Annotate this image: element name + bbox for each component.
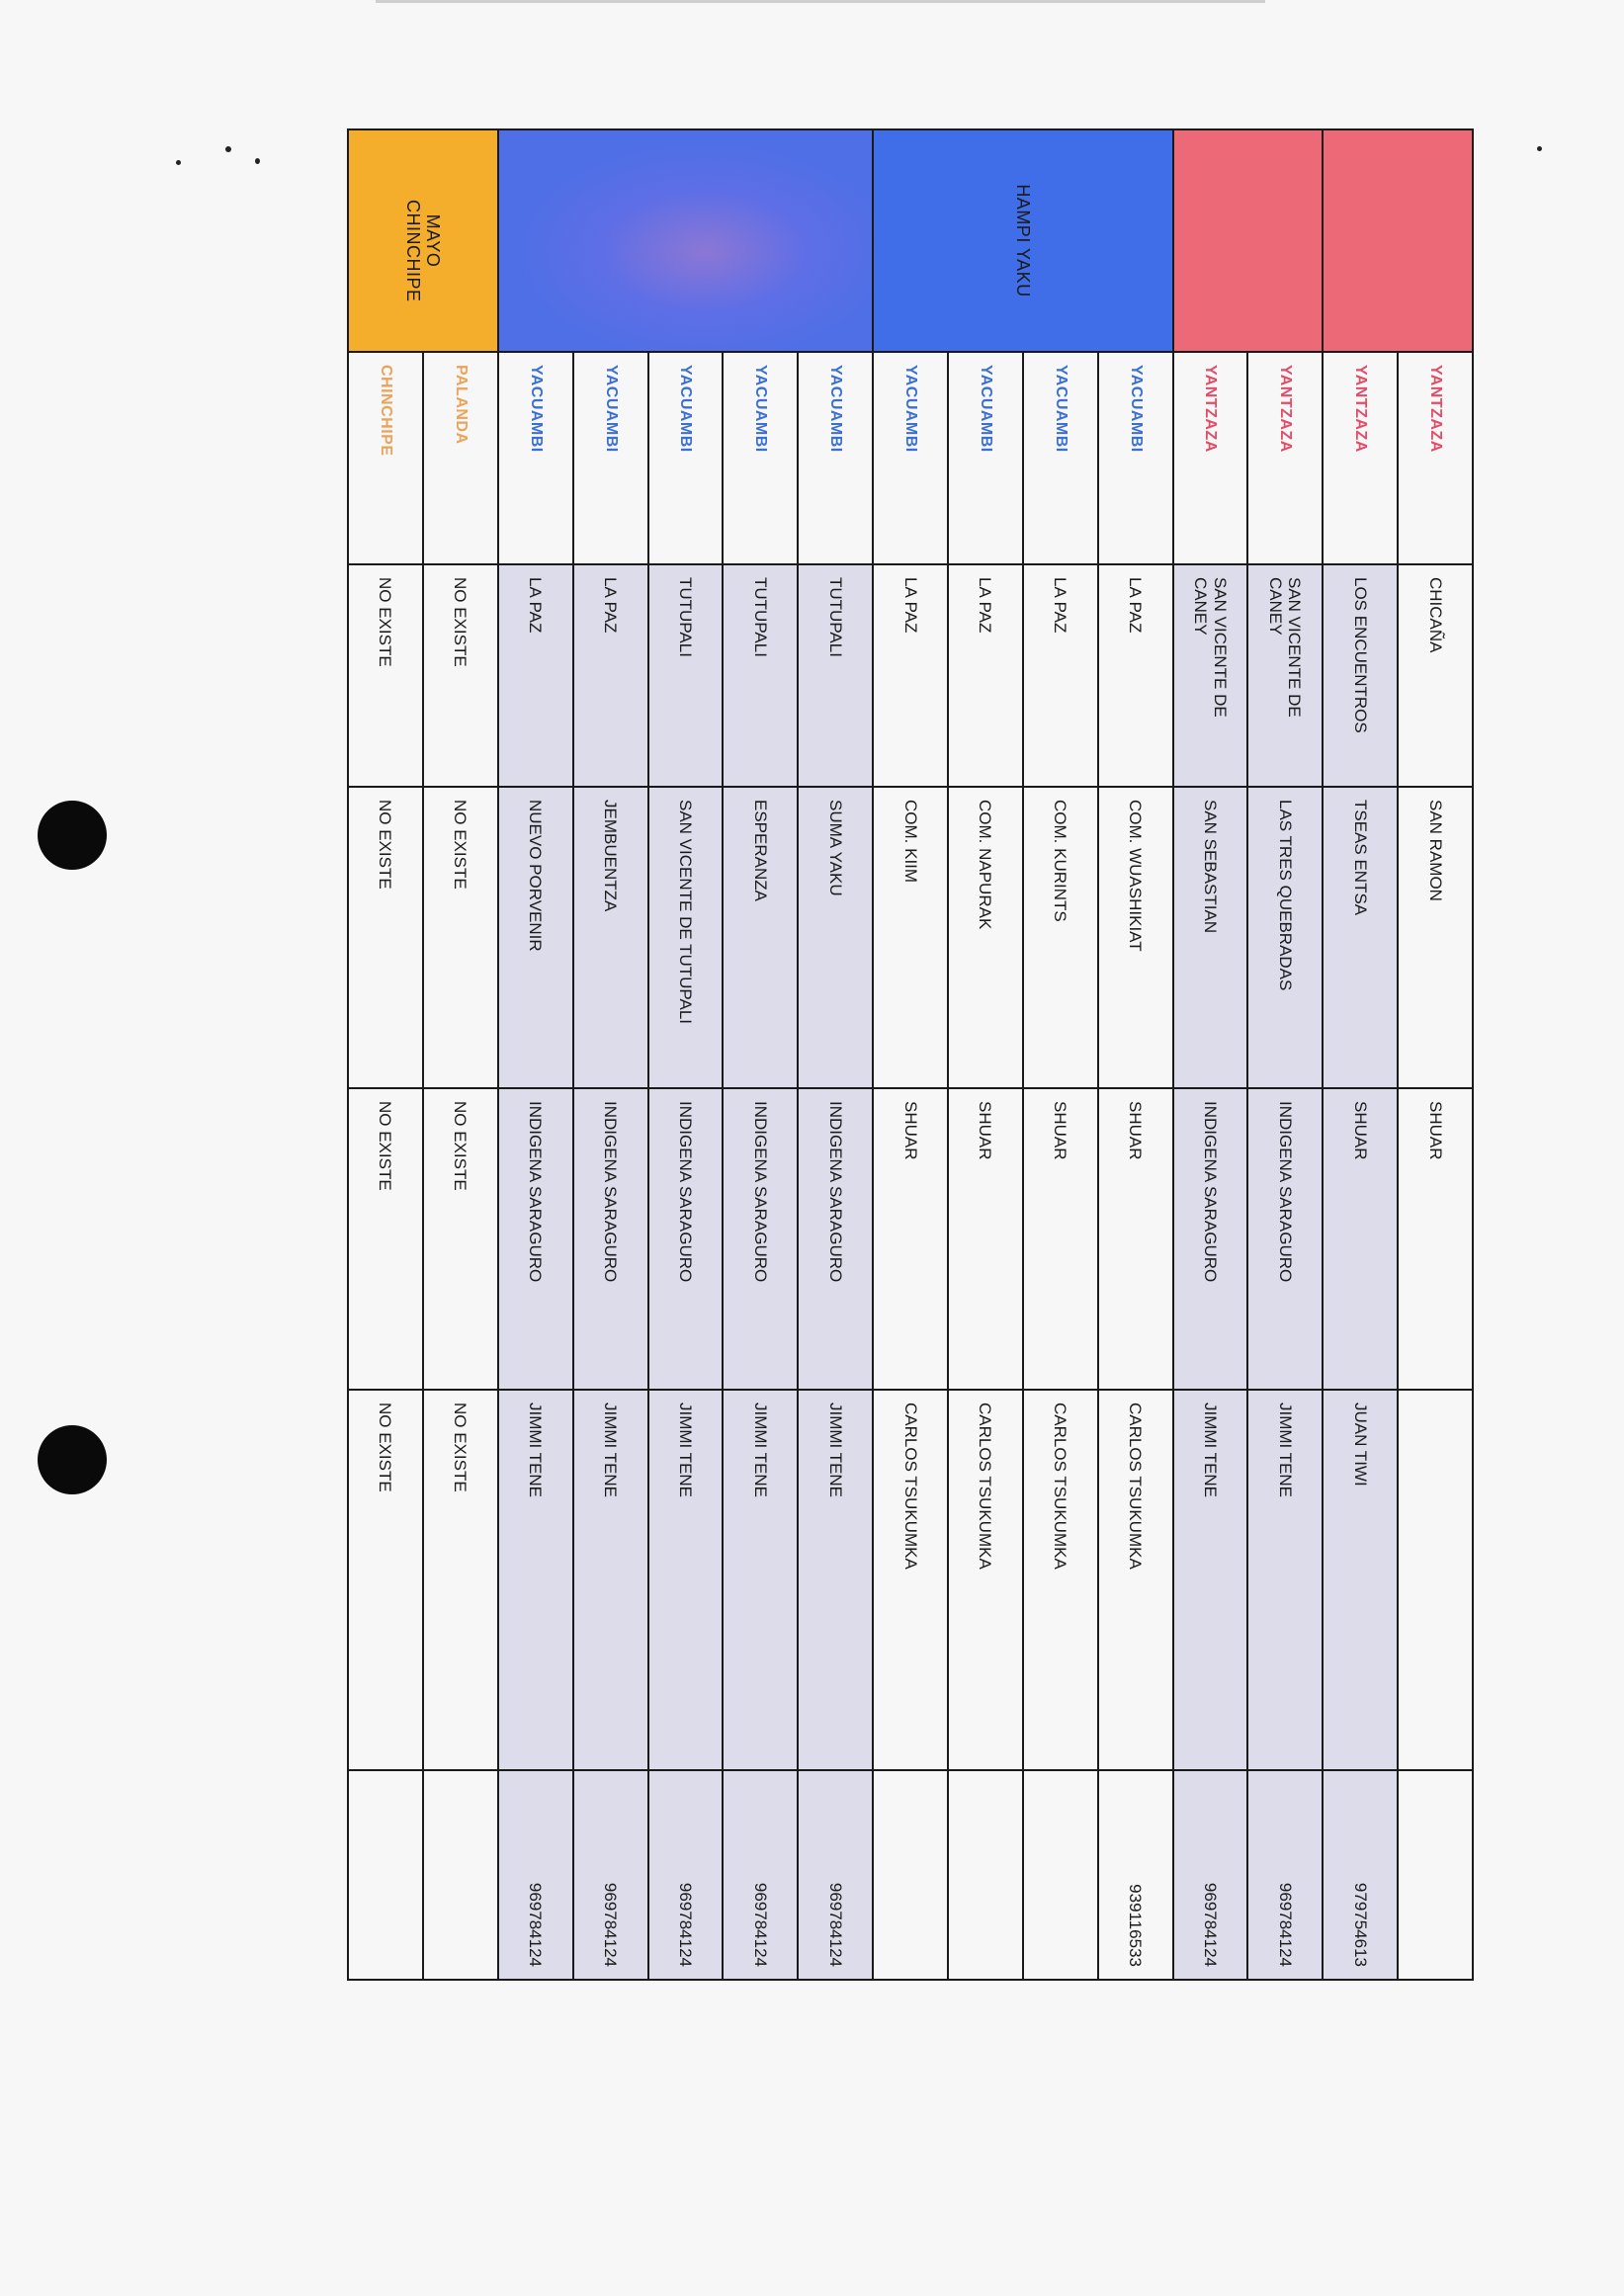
dirigente-cell: NO EXISTE	[423, 1390, 498, 1770]
parroquia-cell: LOS ENCUENTROS	[1323, 564, 1398, 787]
telefono-cell: 939116533	[1098, 1770, 1173, 1980]
table-row	[723, 129, 798, 1980]
table-row	[423, 129, 498, 1980]
comunidad-cell: NUEVO PORVENIR	[498, 787, 573, 1088]
telefono-cell: 969784124	[1247, 1770, 1323, 1980]
nacionalidad-cell: NO EXISTE	[348, 1088, 423, 1390]
canton-cell: YANTZAZA	[1398, 352, 1473, 564]
canton-cell: CHINCHIPE	[348, 352, 423, 564]
table-row	[1098, 129, 1173, 1980]
comunidad-cell: SAN SEBASTIAN	[1173, 787, 1248, 1088]
dirigente-cell	[1398, 1390, 1473, 1770]
nacionalidad-cell: SHUAR	[1323, 1088, 1398, 1390]
telefono-cell	[348, 1770, 423, 1980]
binder-hole-bottom	[38, 1425, 107, 1494]
comunidad-cell: NO EXISTE	[423, 787, 498, 1088]
dirigente-cell: JIMMI TENE	[648, 1390, 724, 1770]
nacionalidad-cell: SHUAR	[1023, 1088, 1098, 1390]
table-row	[648, 129, 724, 1980]
scan-speck	[225, 146, 231, 152]
telefono-cell	[948, 1770, 1023, 1980]
nacionalidad-cell: INDIGENA SARAGURO	[573, 1088, 648, 1390]
scan-top-edge	[376, 0, 1265, 3]
parroquia-cell: LA PAZ	[498, 564, 573, 787]
telefono-cell: 969784124	[498, 1770, 573, 1980]
dirigente-cell: JUAN TIWI	[1323, 1390, 1398, 1770]
dirigente-cell: JIMMI TENE	[723, 1390, 798, 1770]
comunidad-cell: SUMA YAKU	[798, 787, 873, 1088]
nacionalidad-cell: SHUAR	[873, 1088, 948, 1390]
telefono-cell: 969784124	[798, 1770, 873, 1980]
comunidad-cell: NO EXISTE	[348, 787, 423, 1088]
scan-speck	[1537, 146, 1542, 151]
parroquia-cell: TUTUPALI	[723, 564, 798, 787]
binder-hole-top	[38, 801, 107, 870]
table-row	[1398, 129, 1473, 1980]
telefono-cell: 979754613	[1323, 1770, 1398, 1980]
telefono-cell	[423, 1770, 498, 1980]
zone-cell: HAMPI YAKU	[873, 129, 1172, 352]
nacionalidad-cell: INDIGENA SARAGURO	[1247, 1088, 1323, 1390]
parroquia-cell: SAN VICENTE DE CANEY	[1247, 564, 1323, 787]
table-row	[498, 129, 573, 1980]
parroquia-cell: NO EXISTE	[423, 564, 498, 787]
scan-speck	[255, 158, 260, 164]
zone-cell	[498, 129, 873, 352]
comunidad-cell: COM. KIIM	[873, 787, 948, 1088]
comunidad-cell: COM. WUASHIKIAT	[1098, 787, 1173, 1088]
nacionalidad-cell: INDIGENA SARAGURO	[648, 1088, 724, 1390]
canton-cell: YANTZAZA	[1323, 352, 1398, 564]
table-row	[1173, 129, 1248, 1980]
comunidad-cell: SAN RAMON	[1398, 787, 1473, 1088]
dirigente-cell: CARLOS TSUKUMKA	[1098, 1390, 1173, 1770]
canton-cell: YACUAMBI	[723, 352, 798, 564]
dirigente-cell: JIMMI TENE	[798, 1390, 873, 1770]
comunidad-cell: TSEAS ENTSA	[1323, 787, 1398, 1088]
canton-cell: YACUAMBI	[798, 352, 873, 564]
telefono-cell: 969784124	[573, 1770, 648, 1980]
table-row	[1023, 129, 1098, 1980]
communities-table	[347, 128, 1474, 1981]
table-row	[1247, 129, 1323, 1980]
parroquia-cell: TUTUPALI	[648, 564, 724, 787]
table-row	[573, 129, 648, 1980]
nacionalidad-cell: INDIGENA SARAGURO	[1173, 1088, 1248, 1390]
table-row	[948, 129, 1023, 1980]
comunidad-cell: ESPERANZA	[723, 787, 798, 1088]
dirigente-cell: NO EXISTE	[348, 1390, 423, 1770]
parroquia-cell: SAN VICENTE DE CANEY	[1173, 564, 1248, 787]
dirigente-cell: JIMMI TENE	[1247, 1390, 1323, 1770]
canton-cell: YACUAMBI	[873, 352, 948, 564]
canton-cell: YANTZAZA	[1173, 352, 1248, 564]
dirigente-cell: JIMMI TENE	[1173, 1390, 1248, 1770]
nacionalidad-cell: SHUAR	[948, 1088, 1023, 1390]
dirigente-cell: CARLOS TSUKUMKA	[948, 1390, 1023, 1770]
telefono-cell	[1023, 1770, 1098, 1980]
nacionalidad-cell: INDIGENA SARAGURO	[498, 1088, 573, 1390]
zone-cell	[1173, 129, 1324, 352]
nacionalidad-cell: SHUAR	[1398, 1088, 1473, 1390]
comunidad-cell: COM. KURINTS	[1023, 787, 1098, 1088]
comunidad-cell: SAN VICENTE DE TUTUPALI	[648, 787, 724, 1088]
dirigente-cell: JIMMI TENE	[498, 1390, 573, 1770]
parroquia-cell: LA PAZ	[873, 564, 948, 787]
nacionalidad-cell: SHUAR	[1098, 1088, 1173, 1390]
comunidad-cell: COM. NAPURAK	[948, 787, 1023, 1088]
parroquia-cell: CHICAÑA	[1398, 564, 1473, 787]
canton-cell: YACUAMBI	[1023, 352, 1098, 564]
canton-cell: YACUAMBI	[498, 352, 573, 564]
zone-cell	[1323, 129, 1473, 352]
telefono-cell: 969784124	[1173, 1770, 1248, 1980]
canton-cell: YANTZAZA	[1247, 352, 1323, 564]
comunidad-cell: LAS TRES QUEBRADAS	[1247, 787, 1323, 1088]
comunidad-cell: JEMBUENTZA	[573, 787, 648, 1088]
nacionalidad-cell: INDIGENA SARAGURO	[798, 1088, 873, 1390]
dirigente-cell: JIMMI TENE	[573, 1390, 648, 1770]
canton-cell: YACUAMBI	[648, 352, 724, 564]
table-row	[873, 129, 948, 1980]
nacionalidad-cell: NO EXISTE	[423, 1088, 498, 1390]
dirigente-cell: CARLOS TSUKUMKA	[1023, 1390, 1098, 1770]
parroquia-cell: LA PAZ	[573, 564, 648, 787]
dirigente-cell: CARLOS TSUKUMKA	[873, 1390, 948, 1770]
canton-cell: YACUAMBI	[1098, 352, 1173, 564]
parroquia-cell: TUTUPALI	[798, 564, 873, 787]
table-row	[1323, 129, 1398, 1980]
telefono-cell: 969784124	[648, 1770, 724, 1980]
table-row	[798, 129, 873, 1980]
parroquia-cell: LA PAZ	[948, 564, 1023, 787]
scan-speck	[176, 160, 181, 165]
canton-cell: PALANDA	[423, 352, 498, 564]
canton-cell: YACUAMBI	[573, 352, 648, 564]
table-row	[348, 129, 423, 1980]
telefono-cell: 969784124	[723, 1770, 798, 1980]
zone-cell: MAYO CHINCHIPE	[348, 129, 498, 352]
parroquia-cell: LA PAZ	[1023, 564, 1098, 787]
parroquia-cell: NO EXISTE	[348, 564, 423, 787]
canton-cell: YACUAMBI	[948, 352, 1023, 564]
telefono-cell	[1398, 1770, 1473, 1980]
nacionalidad-cell: INDIGENA SARAGURO	[723, 1088, 798, 1390]
telefono-cell	[873, 1770, 948, 1980]
parroquia-cell: LA PAZ	[1098, 564, 1173, 787]
